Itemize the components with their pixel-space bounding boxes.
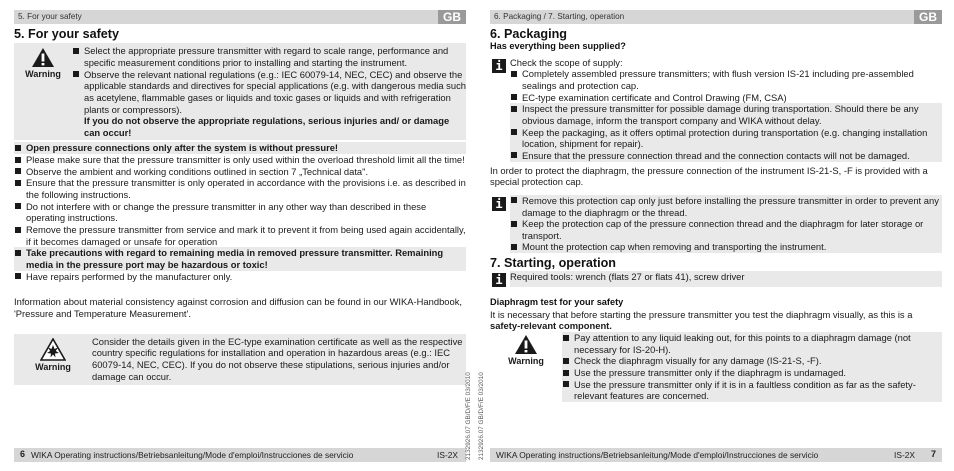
scope-intro: Check the scope of supply:	[510, 56, 623, 68]
list-item: Ensure that the pressure transmitter is only operated in accordance with the provisions i.e. as described in the following instructions.	[14, 177, 466, 200]
page-number: 6	[20, 449, 26, 460]
info-icon: i	[492, 59, 506, 73]
diaphragm-paragraph: In order to protect the diaphragm, the pressure connection of the instrument IS-21-S, -F is provided with a special protection cap.	[490, 164, 928, 188]
test-paragraph-text: It is necessary that before starting the pressure transmitter you test the diaphragm visually, as this is a	[490, 308, 913, 320]
info-icon-wrap	[490, 271, 510, 287]
diaphragm-warning-block	[490, 332, 942, 404]
warning-icon-group	[14, 45, 72, 138]
test-paragraph	[490, 309, 942, 332]
list-item: Use the pressure transmitter only if the diaphragm is undamaged.	[562, 367, 942, 379]
page-header	[490, 10, 942, 24]
ex-warning-icon-group	[14, 336, 92, 383]
list-item: Open pressure connections only after the system is without pressure!	[14, 142, 466, 154]
side-document-code: 2132926.07 GB/D/F/E 03/2010	[478, 372, 485, 460]
explosion-warning-icon	[40, 338, 66, 361]
footer-text: WIKA Operating instructions/Betriebsanleitung/Mode d'emploi/Instrucciones de servicio	[31, 449, 354, 460]
warning-item: Select the appropriate pressure transmitter with regard to scale range, performance and specific measurement conditions prior to installing and starting the instrument.	[72, 45, 466, 68]
side-document-code: 2132926.07 GB/D/F/E 03/2010	[465, 372, 472, 460]
header-title: 5. For your safety	[18, 11, 82, 21]
language-badge: GB	[914, 10, 942, 24]
list-item: Inspect the pressure transmitter for possible damage during transportation. Should there be any obvious damage, inform the transport company and WIKA without delay.	[510, 103, 942, 126]
list-item: Use the pressure transmitter only if it is in a faultless condition as far as the safety-relevant features are concerned.	[562, 379, 942, 402]
left-page	[14, 10, 466, 462]
ex-warning-block	[14, 334, 466, 386]
language-badge: GB	[438, 10, 466, 24]
cap-info-block	[490, 194, 942, 254]
scope-text	[510, 57, 942, 162]
info-icon: i	[492, 197, 506, 211]
info-icon-wrap	[490, 195, 510, 253]
right-page	[490, 10, 942, 462]
diaphragm-warning-text	[562, 332, 942, 402]
list-item: Keep the packaging, as it offers optimal protection during transportation (e.g. changing installation location, shipment for repair).	[510, 127, 942, 150]
info-paragraph: Information about material consistency against corrosion and diffusion can be found in our WIKA-Handbook, 'Pressure and Temperature Measurement'.	[14, 296, 462, 319]
warning-bold-note: If you do not observe the appropriate regulations, serious injuries and/ or damage can occur!	[84, 115, 450, 138]
cap-text	[510, 195, 942, 253]
list-item: Observe the ambient and working conditions outlined in section 7 „Technical data".	[14, 166, 466, 178]
warning-text	[72, 45, 466, 138]
starting-heading: 7. Starting, operation	[490, 256, 616, 271]
footer-model: IS-2X	[437, 449, 458, 460]
supplied-subheading: Has everything been supplied?	[490, 41, 626, 52]
page-header	[14, 10, 466, 24]
list-item: Check the diaphragm visually for any damage (IS-21-S, -F).	[562, 355, 942, 367]
list-item: Pay attention to any liquid leaking out, for this points to a diaphragm damage (not necessary for IS-20-H).	[562, 332, 942, 355]
test-paragraph-bold: safety-relevant component.	[490, 320, 612, 332]
list-item: Mount the protection cap when removing and transporting the instrument.	[510, 241, 942, 253]
info-icon-wrap	[490, 57, 510, 162]
warning-label: Warning	[25, 69, 61, 80]
tools-text: Required tools: wrench (flats 27 or flats 41), screw driver	[510, 271, 942, 287]
warning-label: Warning	[508, 356, 544, 367]
list-item: Take precautions with regard to remaining media in removed pressure transmitter. Remaining media in the pressure port may be hazardous or toxic!	[14, 247, 466, 270]
page-number: 7	[930, 449, 936, 460]
list-item: Remove this protection cap only just before installing the pressure transmitter in order to prevent any damage to the diaphragm or the thread.	[510, 195, 942, 218]
list-item: Completely assembled pressure transmitters; with flush version IS-21 including pre-assembled sealings and protection cap.	[510, 68, 942, 91]
safety-bullet-list	[14, 142, 466, 282]
warning-item: Observe the relevant national regulations (e.g.: IEC 60079-14, NEC, CEC) and observe the applicable standards and directives for special applications (e.g. with dangerous media such as acetylene, flammable gases or liquids and toxic gases or liquids and with refrigeration plants or compressors).	[72, 69, 466, 116]
list-item: Remove the pressure transmitter from service and mark it to prevent it from being used again accidentally, if it becomes damaged or unsafe for operation	[14, 224, 466, 247]
packaging-heading: 6. Packaging	[490, 27, 567, 41]
header-title: 6. Packaging / 7. Starting, operation	[494, 11, 625, 21]
list-item: EC-type examination certificate and Control Drawing (FM, CSA)	[510, 92, 942, 104]
tools-info-block	[490, 270, 942, 288]
warning-icon-group	[490, 332, 562, 402]
info-icon: i	[492, 273, 506, 287]
list-item: Do not interfere with or change the pressure transmitter in any other way than described in these operating instructions.	[14, 201, 466, 224]
right-content	[490, 28, 942, 404]
footer-model: IS-2X	[894, 449, 915, 460]
warning-triangle-icon	[31, 47, 55, 68]
scope-info-block	[490, 56, 942, 163]
list-item: Keep the protection cap of the pressure connection thread and the diaphragm for later storage or transport.	[510, 218, 942, 241]
page-footer	[14, 448, 466, 462]
ex-warning-text: Consider the details given in the EC-type examination certificate as well as the respective country specific regulations for installation and operation in hazardous areas (e.g.: IEC 60079-14, NEC, CEC). If you do not observe these stipulations, serious injuries and/or damage can occur.	[92, 335, 463, 382]
diaphragm-test-subheading: Diaphragm test for your safety	[490, 297, 624, 308]
section-heading: 5. For your safety	[14, 27, 119, 41]
ex-warning-label: Warning	[35, 361, 71, 372]
left-content	[14, 28, 466, 385]
list-item: Ensure that the pressure connection thread and the connection contacts will not be damaged.	[510, 150, 942, 162]
warning-triangle-icon	[514, 334, 538, 355]
page-footer	[490, 448, 942, 462]
warning-block	[14, 43, 466, 140]
list-item: Have repairs performed by the manufacturer only.	[14, 271, 466, 283]
list-item: Please make sure that the pressure transmitter is only used within the overload threshold limit all the time!	[14, 154, 466, 166]
footer-text: WIKA Operating instructions/Betriebsanleitung/Mode d'emploi/Instrucciones de servicio	[496, 449, 819, 460]
